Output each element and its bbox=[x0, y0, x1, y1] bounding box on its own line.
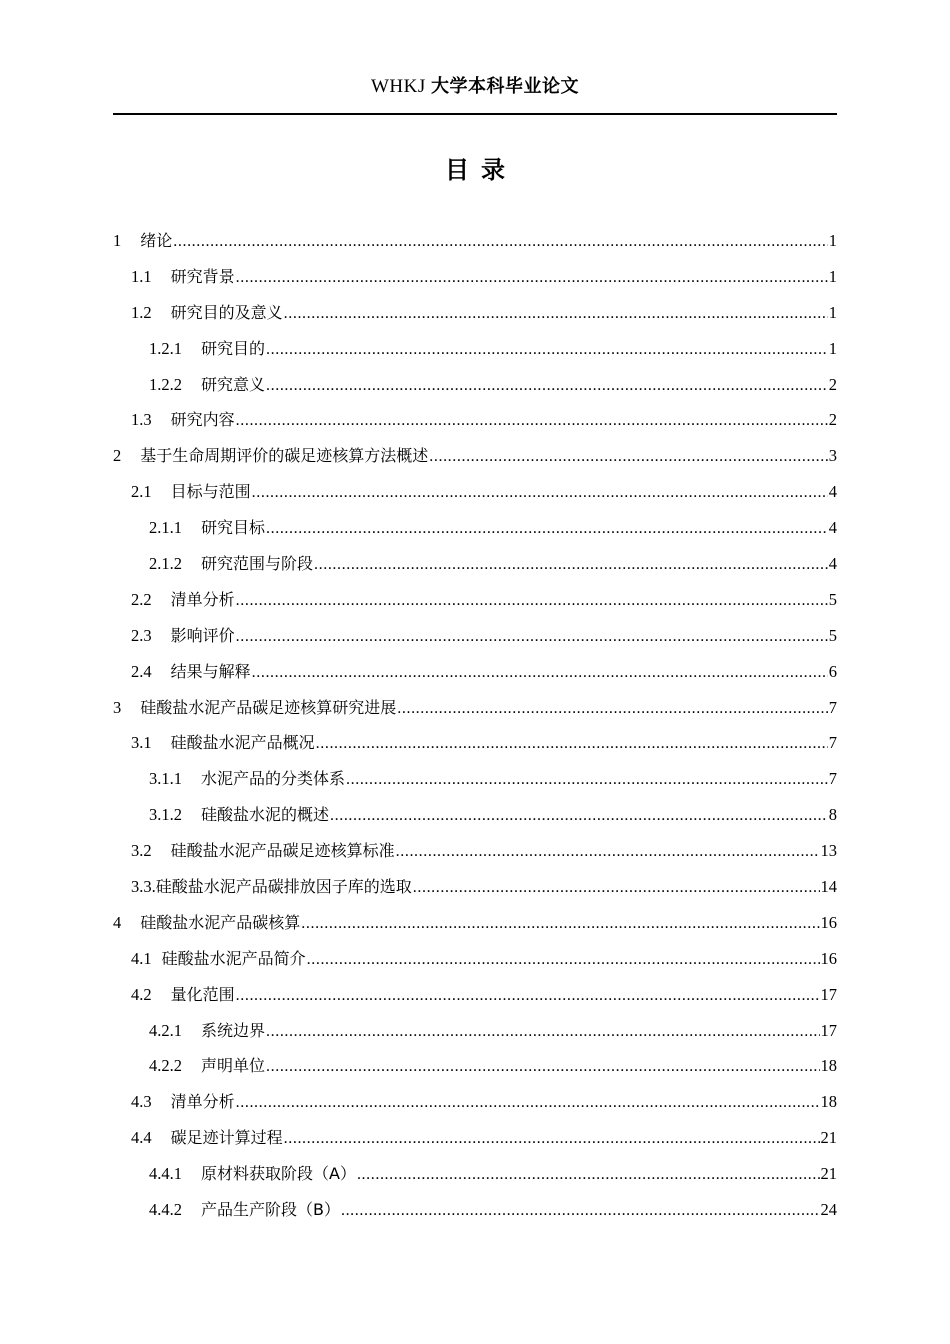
toc-entry-title: 目标与范围 bbox=[170, 482, 251, 502]
toc-entry-title: 碳足迹计算过程 bbox=[170, 1128, 283, 1148]
toc-dot-leader bbox=[357, 1157, 820, 1193]
toc-dot-leader bbox=[284, 296, 828, 332]
toc-entry[interactable] bbox=[113, 582, 837, 618]
toc-entry-title: 影响评价 bbox=[170, 625, 235, 645]
toc-heading: 目录 bbox=[445, 156, 517, 184]
toc-entry-page-number: 4 bbox=[828, 554, 837, 574]
toc-entry-page-number: 18 bbox=[820, 1056, 837, 1076]
toc-entry-page-number: 4 bbox=[828, 482, 837, 502]
toc-entry-page-number: 1 bbox=[828, 266, 837, 286]
toc-entry-page-number: 13 bbox=[820, 841, 837, 861]
toc-entry[interactable] bbox=[113, 1013, 837, 1049]
toc-entry[interactable] bbox=[113, 977, 837, 1013]
toc-entry[interactable] bbox=[113, 833, 837, 869]
toc-entry-number: 4 bbox=[113, 912, 122, 932]
toc-dot-leader bbox=[236, 583, 828, 619]
toc-dot-leader bbox=[266, 1049, 819, 1085]
toc-entry-page-number: 7 bbox=[828, 733, 837, 753]
toc-entry[interactable] bbox=[113, 295, 837, 331]
toc-entry-page-number: 2 bbox=[828, 374, 837, 394]
toc-entry-page-number: 1 bbox=[828, 231, 837, 250]
toc-entry[interactable] bbox=[113, 223, 837, 259]
toc-entry-page-number: 17 bbox=[820, 1020, 837, 1040]
toc-entry-title: 研究背景 bbox=[170, 266, 235, 286]
toc-entry-number: 2.1.1 bbox=[149, 518, 182, 538]
toc-entry[interactable] bbox=[113, 941, 837, 977]
toc-entry-page-number: 2 bbox=[828, 410, 837, 430]
toc-entry-number: 3.3. bbox=[131, 877, 156, 897]
toc-entry-title: 研究目的及意义 bbox=[170, 302, 283, 322]
toc-entry-page-number: 1 bbox=[828, 338, 837, 358]
toc-entry-page-number: 14 bbox=[820, 877, 837, 897]
toc-dot-leader bbox=[284, 1121, 820, 1157]
toc-dot-leader bbox=[236, 260, 828, 296]
toc-entry-title: 产品生产阶段（B） bbox=[201, 1200, 340, 1220]
toc-dot-leader bbox=[266, 332, 828, 368]
toc-entry-title: 清单分析 bbox=[170, 1092, 235, 1112]
header-divider bbox=[113, 113, 837, 115]
toc-entry-number: 2.3 bbox=[131, 625, 152, 645]
toc-entry-number: 2.4 bbox=[131, 661, 152, 681]
toc-entry-page-number: 5 bbox=[828, 589, 837, 609]
toc-entry-number: 1.3 bbox=[131, 410, 152, 430]
toc-entry[interactable] bbox=[113, 510, 837, 546]
toc-entry[interactable] bbox=[113, 331, 837, 367]
toc-entry[interactable] bbox=[113, 259, 837, 295]
toc-entry-page-number: 21 bbox=[820, 1128, 837, 1148]
toc-entry-page-number: 1 bbox=[828, 302, 837, 322]
toc-dot-leader bbox=[341, 1193, 820, 1229]
toc-entry-page-number: 8 bbox=[828, 805, 837, 825]
toc-entry-page-number: 7 bbox=[828, 769, 837, 789]
toc-entry-title: 硅酸盐水泥产品简介 bbox=[161, 948, 306, 968]
toc-entry-title: 清单分析 bbox=[170, 589, 235, 609]
toc-entry-number: 4.4 bbox=[131, 1128, 152, 1148]
toc-entry-number: 3.2 bbox=[131, 841, 152, 861]
toc-entry-title: 硅酸盐水泥产品碳排放因子库的选取 bbox=[155, 877, 412, 897]
toc-entry-title: 硅酸盐水泥的概述 bbox=[201, 805, 330, 825]
running-header bbox=[0, 72, 950, 98]
toc-dot-leader bbox=[252, 475, 828, 511]
toc-entry-title: 声明单位 bbox=[201, 1056, 266, 1076]
toc-entry-number: 4.2.2 bbox=[149, 1056, 182, 1076]
toc-dot-leader bbox=[236, 403, 828, 439]
toc-dot-leader bbox=[330, 798, 828, 834]
toc-entry-title: 硅酸盐水泥产品碳足迹核算研究进展 bbox=[140, 697, 397, 717]
toc-entry-title: 量化范围 bbox=[170, 984, 235, 1004]
toc-entry-number: 1.2.2 bbox=[149, 374, 182, 394]
toc-entry[interactable] bbox=[113, 474, 837, 510]
table-of-contents bbox=[113, 223, 837, 1228]
toc-entry[interactable] bbox=[113, 1120, 837, 1156]
toc-dot-leader bbox=[301, 906, 819, 942]
toc-dot-leader bbox=[346, 762, 828, 798]
toc-entry-title: 硅酸盐水泥产品碳足迹核算标准 bbox=[170, 841, 395, 861]
toc-entry[interactable] bbox=[113, 761, 837, 797]
toc-entry-page-number: 16 bbox=[820, 912, 837, 932]
toc-dot-leader bbox=[266, 511, 828, 547]
toc-dot-leader bbox=[397, 691, 827, 727]
toc-entry-number: 4.2.1 bbox=[149, 1020, 182, 1040]
toc-entry-page-number: 21 bbox=[820, 1164, 837, 1184]
toc-entry-number: 1.2.1 bbox=[149, 338, 182, 358]
toc-entry-number: 3 bbox=[113, 697, 122, 717]
toc-entry-page-number: 3 bbox=[828, 446, 837, 466]
toc-dot-leader bbox=[413, 870, 820, 906]
toc-entry-number: 4.1 bbox=[131, 948, 152, 968]
toc-entry[interactable] bbox=[113, 1084, 837, 1120]
toc-entry-title: 原材料获取阶段（A） bbox=[201, 1164, 356, 1184]
toc-entry-title: 研究目的 bbox=[201, 338, 266, 358]
toc-entry[interactable] bbox=[113, 1048, 837, 1084]
toc-entry-page-number: 4 bbox=[828, 518, 837, 538]
header-prefix: WHKJ bbox=[370, 76, 426, 97]
toc-entry[interactable] bbox=[113, 546, 837, 582]
toc-entry-page-number: 16 bbox=[820, 948, 837, 968]
toc-dot-leader bbox=[236, 1085, 820, 1121]
toc-dot-leader bbox=[236, 978, 820, 1014]
toc-entry[interactable] bbox=[113, 690, 837, 726]
toc-entry-number: 4.2 bbox=[131, 984, 152, 1004]
toc-entry[interactable] bbox=[113, 905, 837, 941]
toc-entry[interactable] bbox=[113, 1156, 837, 1192]
toc-dot-leader bbox=[429, 439, 827, 475]
toc-entry-number: 1.2 bbox=[131, 302, 152, 322]
toc-entry-title: 基于生命周期评价的碳足迹核算方法概述 bbox=[140, 446, 429, 466]
toc-entry[interactable] bbox=[113, 725, 837, 761]
toc-dot-leader bbox=[314, 547, 828, 583]
toc-entry-title: 水泥产品的分类体系 bbox=[201, 769, 346, 789]
toc-dot-leader bbox=[307, 942, 820, 978]
toc-entry[interactable] bbox=[113, 797, 837, 833]
toc-dot-leader bbox=[266, 368, 828, 404]
toc-entry-number: 1.1 bbox=[131, 266, 152, 286]
toc-entry-number: 4.3 bbox=[131, 1092, 152, 1112]
toc-entry-number: 3.1.1 bbox=[149, 769, 182, 789]
toc-entry-number: 2.1 bbox=[131, 482, 152, 502]
toc-entry-title: 研究内容 bbox=[170, 410, 235, 430]
toc-entry-number: 2 bbox=[113, 446, 122, 466]
toc-entry-title: 硅酸盐水泥产品碳核算 bbox=[140, 912, 301, 932]
toc-entry-page-number: 24 bbox=[820, 1200, 837, 1220]
toc-entry-page-number: 7 bbox=[828, 697, 837, 717]
toc-entry[interactable] bbox=[113, 402, 837, 438]
toc-entry-title: 硅酸盐水泥产品概况 bbox=[170, 733, 315, 753]
toc-entry[interactable] bbox=[113, 654, 837, 690]
toc-entry-number: 1 bbox=[113, 231, 122, 250]
toc-dot-leader bbox=[316, 726, 828, 762]
header-title: 大学本科毕业论文 bbox=[431, 76, 580, 97]
toc-entry[interactable] bbox=[113, 618, 837, 654]
toc-entry-title: 绪论 bbox=[140, 231, 173, 250]
toc-entry-page-number: 5 bbox=[828, 625, 837, 645]
toc-entry[interactable] bbox=[113, 869, 837, 905]
toc-entry-page-number: 18 bbox=[820, 1092, 837, 1112]
toc-entry-number: 3.1 bbox=[131, 733, 152, 753]
toc-entry-number: 2.2 bbox=[131, 589, 152, 609]
toc-entry-title: 研究目标 bbox=[201, 518, 266, 538]
toc-entry[interactable] bbox=[113, 438, 837, 474]
toc-entry[interactable] bbox=[113, 367, 837, 403]
toc-dot-leader bbox=[252, 655, 828, 691]
toc-entry-page-number: 17 bbox=[820, 984, 837, 1004]
toc-entry-title: 系统边界 bbox=[201, 1020, 266, 1040]
toc-dot-leader bbox=[266, 1014, 819, 1050]
toc-entry[interactable] bbox=[113, 1192, 837, 1228]
toc-dot-leader bbox=[173, 224, 827, 260]
toc-entry-page-number: 6 bbox=[828, 661, 837, 681]
toc-dot-leader bbox=[396, 834, 820, 870]
toc-entry-number: 4.4.1 bbox=[149, 1164, 182, 1184]
toc-entry-title: 研究意义 bbox=[201, 374, 266, 394]
toc-entry-number: 3.1.2 bbox=[149, 805, 182, 825]
toc-entry-number: 4.4.2 bbox=[149, 1200, 182, 1220]
toc-dot-leader bbox=[236, 619, 828, 655]
toc-entry-title: 结果与解释 bbox=[170, 661, 251, 681]
toc-entry-number: 2.1.2 bbox=[149, 554, 182, 574]
toc-entry-title: 研究范围与阶段 bbox=[201, 554, 314, 574]
